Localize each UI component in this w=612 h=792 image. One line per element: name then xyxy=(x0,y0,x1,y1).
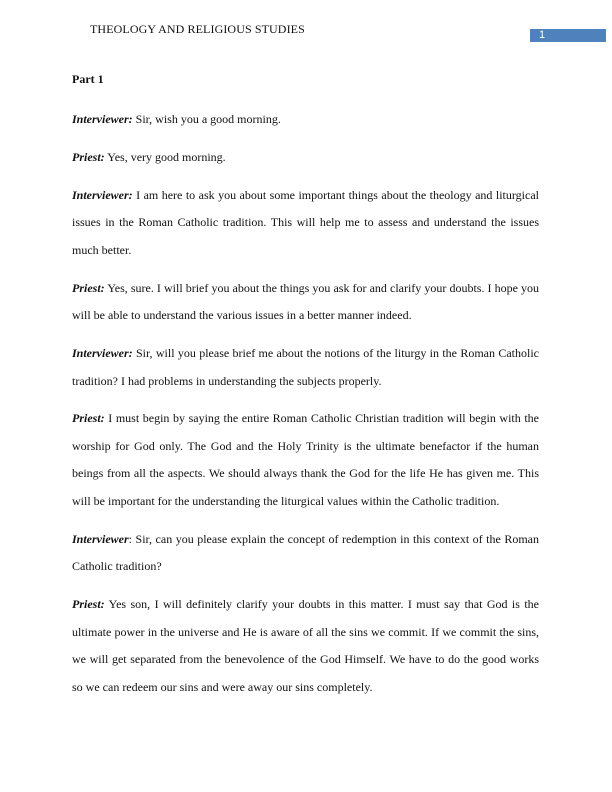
speaker-label: Priest: xyxy=(72,597,105,612)
dialogue-turn xyxy=(72,182,539,265)
page-number: 1 xyxy=(539,29,546,41)
speaker-label: Interviewer: xyxy=(72,112,133,126)
dialogue-turn xyxy=(72,275,539,330)
speaker-label: Interviewer xyxy=(72,531,129,546)
dialogue-turn xyxy=(72,340,539,395)
dialogue-turn xyxy=(72,144,539,172)
speaker-label: Interviewer: xyxy=(72,345,133,360)
speaker-separator: : xyxy=(128,531,136,546)
speaker-label: Priest: xyxy=(72,280,105,295)
dialogue-text: Sir, wish you a good morning. xyxy=(135,112,281,126)
dialogue-text: Sir, can you please explain the concept of redemption in this context of the Roman Catholic tradition? xyxy=(72,531,539,574)
part-heading: Part 1 xyxy=(72,72,104,86)
dialogue-text: I must begin by saying the entire Roman Catholic Christian tradition will begin with the worship for God only. The God and the Holy Trinity is the ultimate benefactor if the human beings from all the aspects. We should always thank the God for the life He has given me. This will be important for the understanding the liturgical values within the Catholic tradition. xyxy=(72,411,540,509)
dialogue-turn xyxy=(72,405,539,515)
running-header-title: THEOLOGY AND RELIGIOUS STUDIES xyxy=(90,22,305,36)
dialogue-turn xyxy=(72,526,539,581)
dialogue-text: Yes, very good morning. xyxy=(107,149,226,164)
dialogue-turn xyxy=(72,106,539,134)
speaker-label: Interviewer: xyxy=(72,187,133,202)
dialogue-text: Yes son, I will definitely clarify your doubts in this matter. I must say that God is the ultimate power in the universe and He is aware of all the sins we commit. If we commit the sins, we will get separated from the benevolence of the God Himself. We have to do the good works so we can redeem our sins and were away our sins completely. xyxy=(72,597,539,694)
dialogue-text: I am here to ask you about some important things about the theology and liturgical issues in the Roman Catholic tradition. This will help me to assess and understand the issues much better. xyxy=(72,187,539,257)
page-number-badge xyxy=(530,29,606,42)
dialogue-turn xyxy=(72,591,539,701)
interview-transcript xyxy=(72,106,539,712)
speaker-label: Priest: xyxy=(72,149,105,164)
speaker-label: Priest: xyxy=(72,411,105,426)
dialogue-text: Yes, sure. I will brief you about the things you ask for and clarify your doubts. I hope you will be able to understand the various issues in a better manner indeed. xyxy=(72,280,539,323)
dialogue-text: Sir, will you please brief me about the notions of the liturgy in the Roman Catholic tradition? I had problems in understanding the subjects properly. xyxy=(72,345,539,388)
